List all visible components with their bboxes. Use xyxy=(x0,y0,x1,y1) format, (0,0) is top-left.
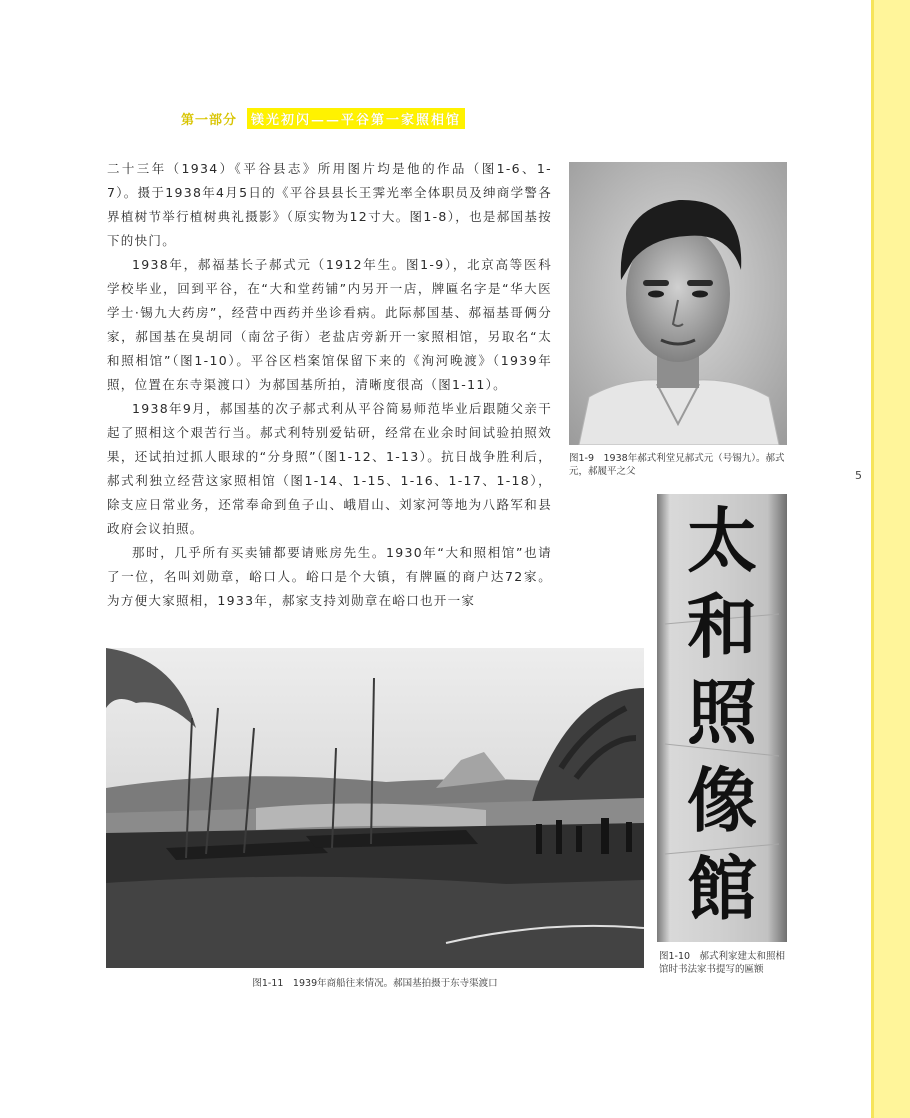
river-boats-photo xyxy=(106,648,644,968)
portrait-caption: 图1-9 1938年郝式利堂兄郝式元（号锡九）。郝式元，郝履平之父 xyxy=(569,453,785,477)
river-boats-caption: 图1-11 1939年商船往来情况。郝国基拍摄于东寺渠渡口 xyxy=(252,978,498,989)
paragraph: 1938年，郝福基长子郝式元（1912年生。图1-9），北京高等医科学校毕业，回到平谷，在“大和堂药铺”内另开一店，牌匾名字是“华大医学士·锡九大药房”，经营中西药并坐诊看病。此际郝国基、郝福基哥俩分家，郝国基在臭胡同（南岔子街）老盐店旁新开一家照相馆，另取名“太和照相馆”（图1-10）。平谷区档案馆保留下来的《洵河晚渡》（1939年照，位置在东寺渠渡口）为郝国基所拍，清晰度很高（图1-11）。 xyxy=(107,257,552,392)
sign-character: 和 xyxy=(687,585,757,668)
sign-character: 像 xyxy=(687,759,757,842)
running-header xyxy=(181,108,465,128)
part-label: 第一部分 xyxy=(181,112,238,128)
portrait-photo xyxy=(569,162,787,445)
sign-character: 照 xyxy=(687,671,757,754)
body-text xyxy=(107,157,552,613)
paragraph: 那时，几乎所有买卖铺都要请账房先生。1930年“大和照相馆”也请了一位，名叫刘勋章，峪口人。峪口是个大镇，有牌匾的商户达72家。为方便大家照相，1933年，郝家支持刘勋章在峪口也开一家 xyxy=(107,545,552,608)
chapter-title: 镁光初闪——平谷第一家照相馆 xyxy=(247,108,465,129)
signboard-photo xyxy=(657,494,787,942)
paragraph: 1938年9月，郝国基的次子郝式利从平谷简易师范毕业后跟随父亲干起了照相这个艰苦行当。郝式利特别爱钻研，经常在业余时间试验拍照效果，还试拍过抓人眼球的“分身照”（图1-12、1-13）。抗日战争胜利后，郝式利独立经营这家照相馆（图1-14、1-15、1-16、1-17、1-18），除支应日常业务，还常奉命到鱼子山、峨眉山、刘家河等地为八路军和县政府会议拍照。 xyxy=(107,401,552,536)
signboard-caption: 图1-10 郝式利家建太和照相馆时书法家书提写的匾额 xyxy=(659,951,786,975)
page-edge-strip xyxy=(871,0,910,1118)
sign-character: 館 xyxy=(687,847,757,930)
page-number: 5 xyxy=(855,469,862,482)
paragraph: 二十三年（1934）《平谷县志》所用图片均是他的作品（图1-6、1-7）。摄于1938年4月5日的《平谷县县长王霁光率全体职员及绅商学警各界植树节举行植树典礼摄影》（原实物为12寸大。图1-8），也是郝国基按下的快门。 xyxy=(107,161,552,248)
sign-character: 太 xyxy=(687,499,757,582)
